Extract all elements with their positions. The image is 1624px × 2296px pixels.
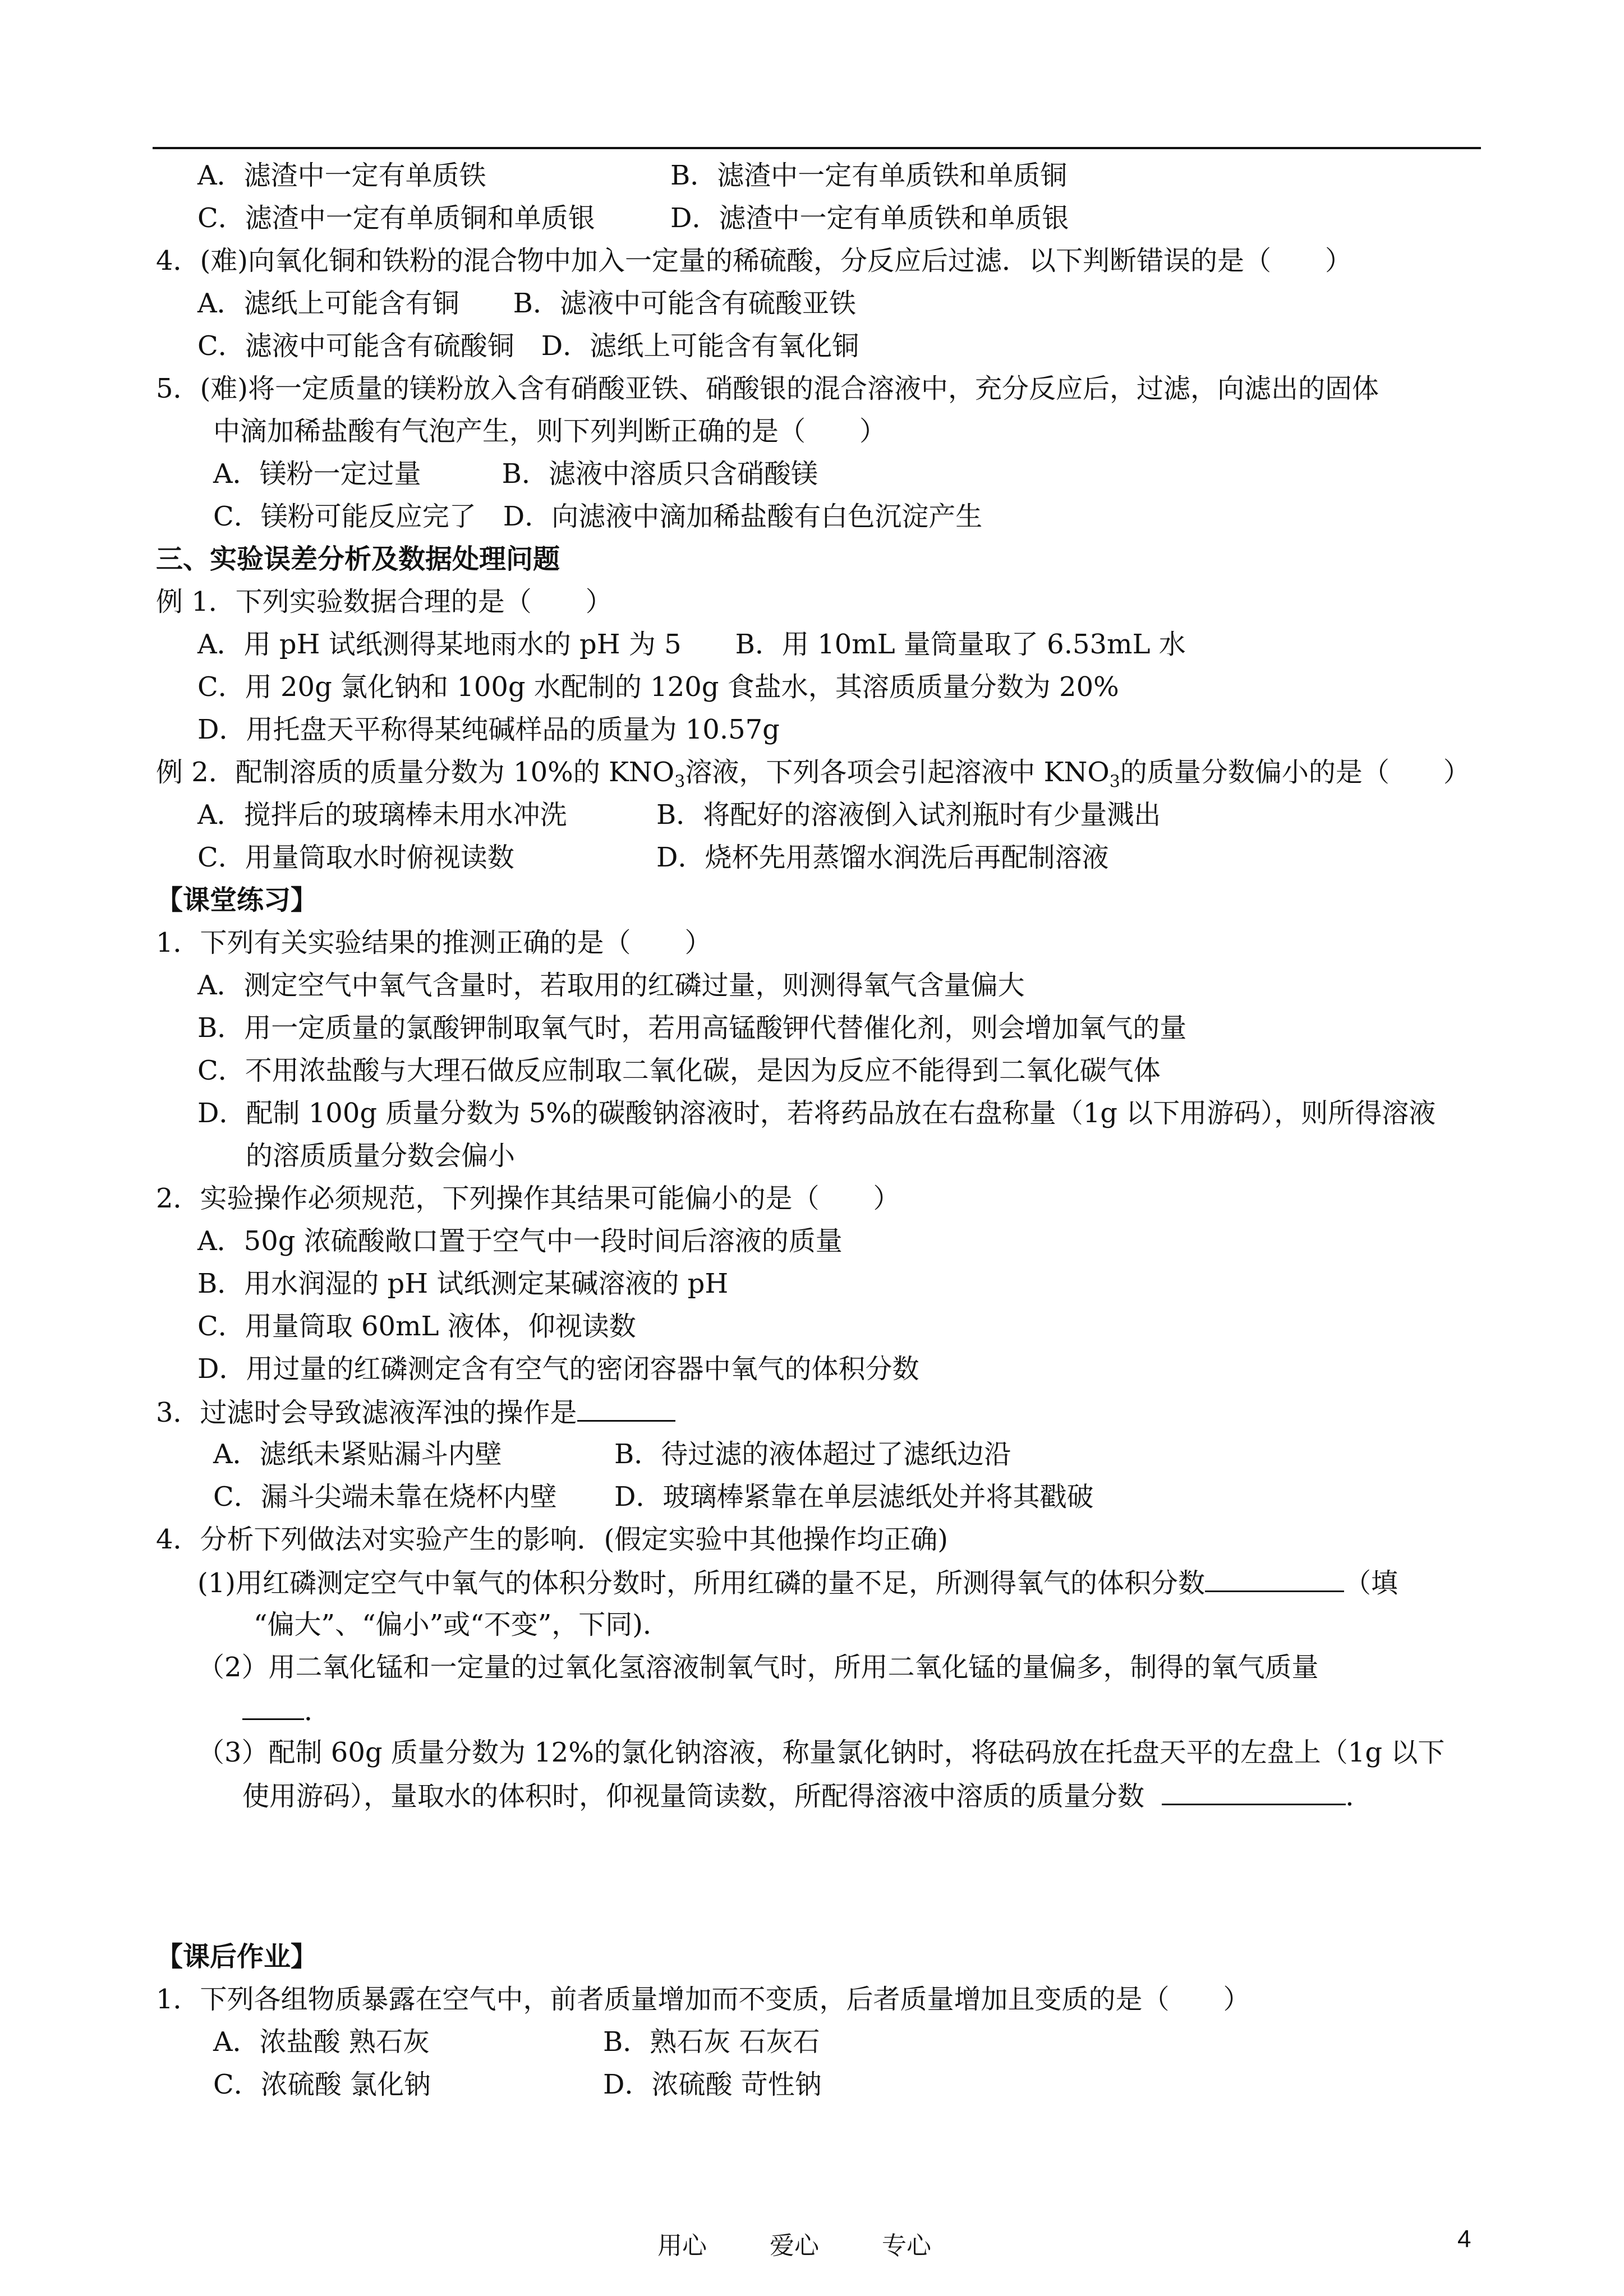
question-5-stem: 5．(难)将一定质量的镁粉放入含有硝酸亚铁、硝酸银的混合溶液中，充分反应后，过滤，向滤出的固体 bbox=[156, 373, 1379, 404]
practice-1-option-a: A．测定空气中氧气含量时，若取用的红磷过量，则测得氧气含量偏大 bbox=[197, 970, 1025, 1001]
practice-1-option-d: D．配制 100g 质量分数为 5%的碳酸钠溶液时，若将药品放在右盘称量（1g 以下用游码），则所得溶液 bbox=[197, 1098, 1436, 1129]
practice-3-option-d: D．玻璃棒紧靠在单层滤纸处并将其戳破 bbox=[614, 1481, 1094, 1513]
option-c: C．滤渣中一定有单质铜和单质银 bbox=[197, 202, 595, 234]
practice-2-option-c: C．用量筒取 60mL 液体，仰视读数 bbox=[197, 1311, 636, 1342]
question-4-options-cd: C．滤液中可能含有硫酸铜 D．滤纸上可能含有氧化铜 bbox=[197, 330, 859, 362]
answer-blank[interactable] bbox=[242, 1693, 304, 1720]
class-practice-title: 【课堂练习】 bbox=[156, 884, 318, 916]
practice-4-stem: 4．分析下列做法对实验产生的影响．(假定实验中其他操作均正确) bbox=[156, 1524, 948, 1555]
answer-blank[interactable] bbox=[1205, 1565, 1344, 1592]
option-b: B．滤渣中一定有单质铁和单质铜 bbox=[670, 160, 1068, 191]
homework-1-option-d: D．浓硫酸 苛性钠 bbox=[603, 2069, 822, 2100]
homework-1-stem: 1．下列各组物质暴露在空气中，前者质量增加而不变质，后者质量增加且变质的是（ ） bbox=[156, 1984, 1250, 2015]
practice-1-option-b: B．用一定质量的氯酸钾制取氧气时，若用高锰酸钾代替催化剂，则会增加氧气的量 bbox=[197, 1012, 1187, 1044]
question-4-options-ab: A．滤纸上可能含有铜 B．滤液中可能含有硫酸亚铁 bbox=[197, 288, 856, 319]
practice-3-stem: 3．过滤时会导致滤液浑浊的操作是 bbox=[156, 1394, 675, 1430]
practice-4-sub-1-cont: “偏大”、“偏小”或“不变”，下同)． bbox=[254, 1609, 670, 1640]
practice-1-stem: 1．下列有关实验结果的推测正确的是（ ） bbox=[156, 927, 712, 958]
example-1-options-ab: A．用 pH 试纸测得某地雨水的 pH 为 5 B．用 10mL 量筒量取了 6.53mL 水 bbox=[197, 629, 1186, 660]
header-rule bbox=[153, 147, 1481, 149]
footer-motto-3: 专心 bbox=[882, 2232, 931, 2260]
practice-2-option-d: D．用过量的红磷测定含有空气的密闭容器中氧气的体积分数 bbox=[197, 1353, 919, 1385]
example-1-option-c: C．用 20g 氯化钠和 100g 水配制的 120g 食盐水，其溶质质量分数为 20% bbox=[197, 671, 1119, 703]
practice-4-sub-3-cont: 使用游码），量取水的体积时，仰视量筒读数，所配得溶液中溶质的质量分数 ． bbox=[242, 1778, 1373, 1814]
practice-4-sub-3: （3）配制 60g 质量分数为 12%的氯化钠溶液，称量氯化钠时，将砝码放在托盘天平的左盘上（1g 以下 bbox=[197, 1737, 1445, 1768]
example-1-option-d: D．用托盘天平称得某纯碱样品的质量为 10.57g bbox=[197, 714, 780, 745]
example-2-option-b: B．将配好的溶液倒入试剂瓶时有少量溅出 bbox=[656, 799, 1161, 831]
practice-1-option-c: C．不用浓盐酸与大理石做反应制取二氧化碳，是因为反应不能得到二氧化碳气体 bbox=[197, 1055, 1161, 1086]
page-number: 4 bbox=[1457, 2225, 1471, 2253]
example-2-option-a: A．搅拌后的玻璃棒未用水冲洗 bbox=[197, 799, 567, 831]
example-2-option-c: C．用量筒取水时俯视读数 bbox=[197, 842, 514, 873]
homework-1-option-b: B．熟石灰 石灰石 bbox=[603, 2026, 820, 2058]
question-5-stem-cont: 中滴加稀盐酸有气泡产生，则下列判断正确的是（ ） bbox=[213, 416, 887, 447]
practice-3-option-a: A．滤纸未紧贴漏斗内壁 bbox=[213, 1439, 502, 1470]
practice-4-sub-2-cont: ． bbox=[242, 1693, 331, 1728]
question-5-options-cd: C．镁粉可能反应完了 D．向滤液中滴加稀盐酸有白色沉淀产生 bbox=[213, 501, 983, 532]
footer-motto-1: 用心 bbox=[657, 2232, 707, 2260]
practice-2-option-b: B．用水润湿的 pH 试纸测定某碱溶液的 pH bbox=[197, 1268, 729, 1299]
practice-3-option-c: C．漏斗尖端未靠在烧杯内壁 bbox=[213, 1481, 557, 1513]
practice-2-option-a: A．50g 浓硫酸敞口置于空气中一段时间后溶液的质量 bbox=[197, 1225, 843, 1257]
practice-2-stem: 2．实验操作必须规范，下列操作其结果可能偏小的是（ ） bbox=[156, 1183, 900, 1214]
example-1-stem: 例 1．下列实验数据合理的是（ ） bbox=[156, 586, 613, 617]
question-5-options-ab: A．镁粉一定过量 B．滤液中溶质只含硝酸镁 bbox=[213, 458, 818, 490]
footer-motto-2: 爱心 bbox=[770, 2232, 819, 2260]
homework-title: 【课后作业】 bbox=[156, 1941, 318, 1972]
question-4-stem: 4．(难)向氧化铜和铁粉的混合物中加入一定量的稀硫酸，分反应后过滤．以下判断错误的是（ ） bbox=[156, 245, 1352, 276]
section-3-title: 三、实验误差分析及数据处理问题 bbox=[156, 543, 560, 575]
homework-1-option-a: A．浓盐酸 熟石灰 bbox=[213, 2026, 430, 2058]
answer-blank[interactable] bbox=[1162, 1778, 1346, 1805]
example-2-stem: 例 2．配制溶质的质量分数为 10%的 $KNO_3$溶液，下列各项会引起溶液中 $KNO_3$的质量分数偏小的是（ ） bbox=[156, 757, 1470, 792]
answer-blank[interactable] bbox=[577, 1394, 675, 1422]
homework-1-option-c: C．浓硫酸 氯化钠 bbox=[213, 2069, 431, 2100]
example-2-option-d: D．烧杯先用蒸馏水润洗后再配制溶液 bbox=[656, 842, 1109, 873]
option-d: D．滤渣中一定有单质铁和单质银 bbox=[670, 202, 1069, 234]
option-a: A．滤渣中一定有单质铁 bbox=[197, 160, 486, 191]
practice-4-sub-1: (1)用红磷测定空气中氧气的体积分数时，所用红磷的量不足，所测得氧气的体积分数 （填 bbox=[197, 1565, 1398, 1601]
practice-1-option-d-cont: 的溶质质量分数会偏小 bbox=[246, 1140, 516, 1172]
practice-3-option-b: B．待过滤的液体超过了滤纸边沿 bbox=[614, 1439, 1011, 1470]
practice-4-sub-2: （2）用二氧化锰和一定量的过氧化氢溶液制氧气时，所用二氧化锰的量偏多，制得的氧气质量 bbox=[197, 1652, 1319, 1683]
